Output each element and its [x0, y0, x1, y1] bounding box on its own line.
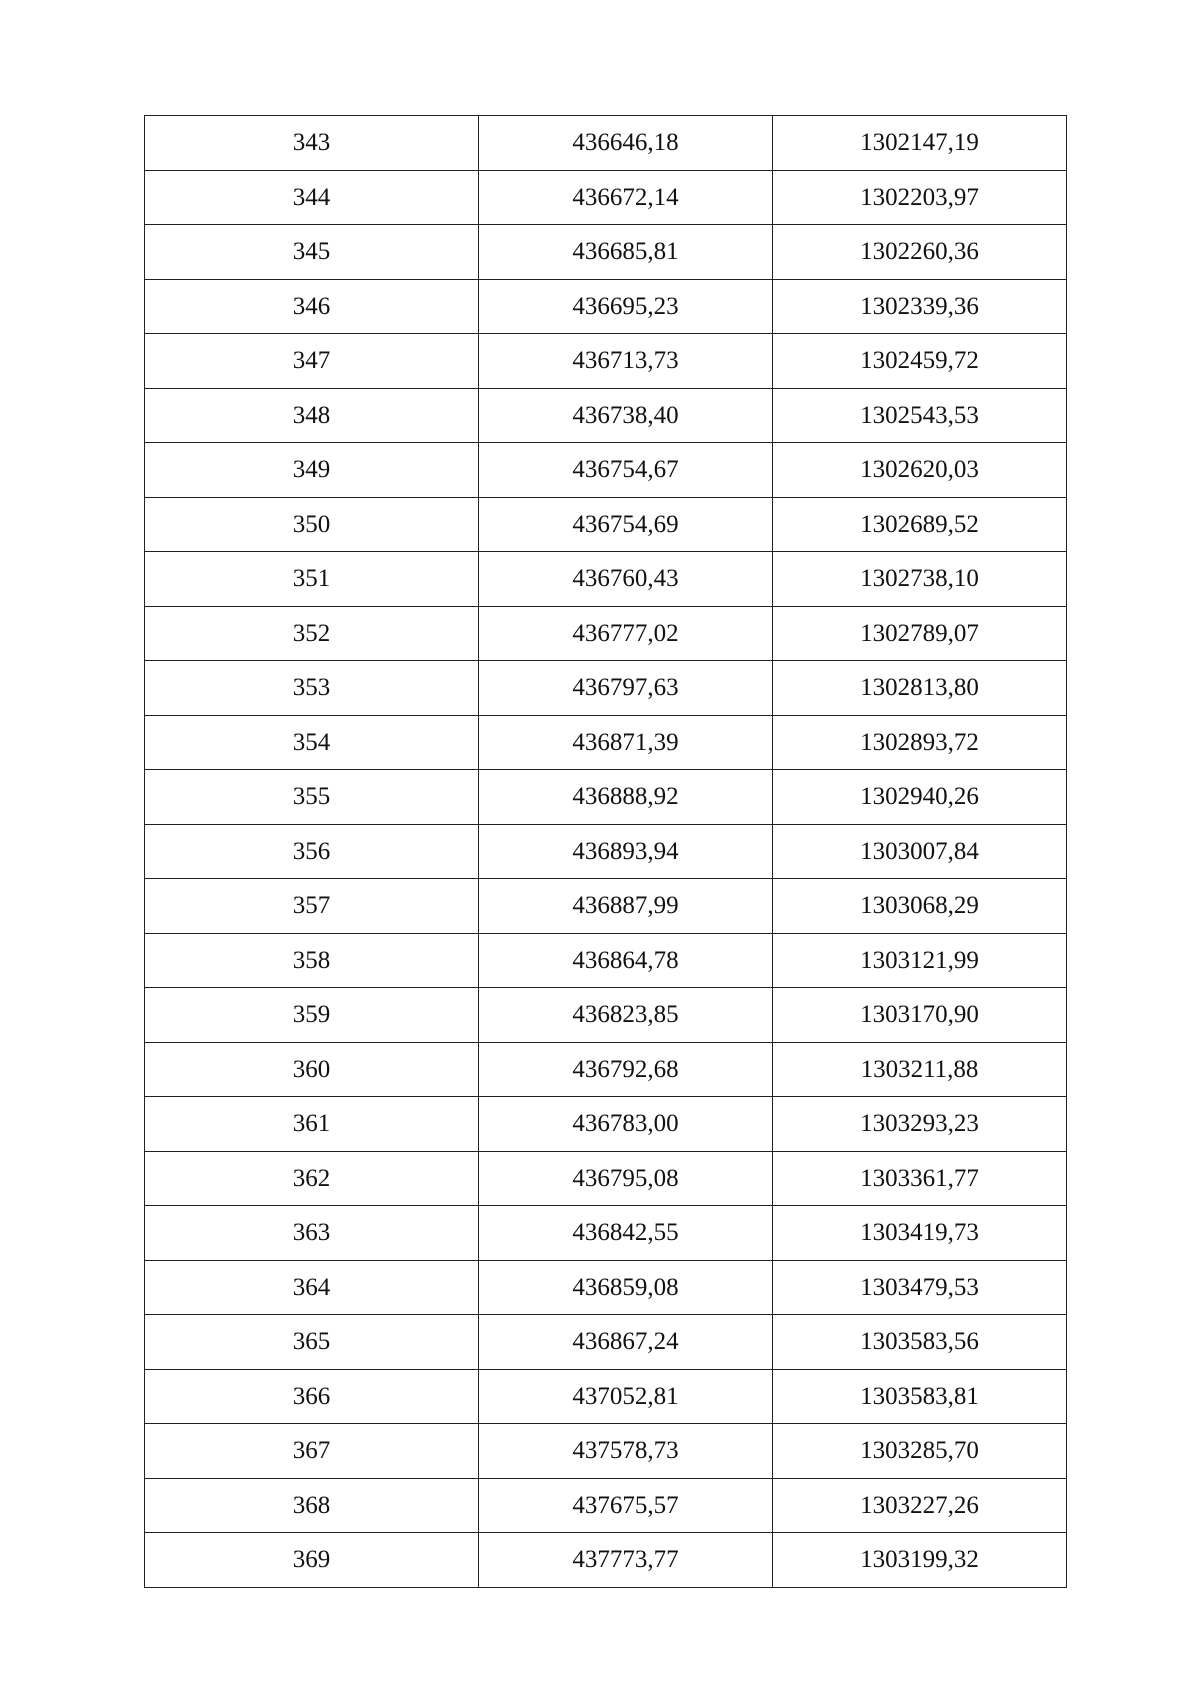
x-coordinate-cell: 436783,00	[479, 1097, 773, 1152]
table-row	[145, 933, 1067, 988]
table-row	[145, 388, 1067, 443]
point-number-cell: 369	[145, 1533, 479, 1588]
y-coordinate-cell: 1303121,99	[773, 933, 1067, 988]
y-coordinate-cell: 1303293,23	[773, 1097, 1067, 1152]
x-coordinate-cell: 436754,67	[479, 443, 773, 498]
y-coordinate-cell: 1303007,84	[773, 824, 1067, 879]
x-coordinate-cell: 436887,99	[479, 879, 773, 934]
point-number-cell: 360	[145, 1042, 479, 1097]
x-coordinate-cell: 436797,63	[479, 661, 773, 716]
y-coordinate-cell: 1302738,10	[773, 552, 1067, 607]
y-coordinate-cell: 1302689,52	[773, 497, 1067, 552]
point-number-cell: 362	[145, 1151, 479, 1206]
point-number-cell: 352	[145, 606, 479, 661]
y-coordinate-cell: 1303361,77	[773, 1151, 1067, 1206]
table-row	[145, 552, 1067, 607]
table-row	[145, 1315, 1067, 1370]
table-row	[145, 497, 1067, 552]
x-coordinate-cell: 436685,81	[479, 225, 773, 280]
point-number-cell: 356	[145, 824, 479, 879]
x-coordinate-cell: 436646,18	[479, 116, 773, 171]
table-row	[145, 879, 1067, 934]
point-number-cell: 365	[145, 1315, 479, 1370]
y-coordinate-cell: 1303211,88	[773, 1042, 1067, 1097]
x-coordinate-cell: 436760,43	[479, 552, 773, 607]
point-number-cell: 358	[145, 933, 479, 988]
point-number-cell: 368	[145, 1478, 479, 1533]
y-coordinate-cell: 1303479,53	[773, 1260, 1067, 1315]
x-coordinate-cell: 436695,23	[479, 279, 773, 334]
y-coordinate-cell: 1302813,80	[773, 661, 1067, 716]
x-coordinate-cell: 436713,73	[479, 334, 773, 389]
point-number-cell: 344	[145, 170, 479, 225]
x-coordinate-cell: 436738,40	[479, 388, 773, 443]
table-row	[145, 1533, 1067, 1588]
coordinates-table-body	[145, 116, 1067, 1588]
table-row	[145, 443, 1067, 498]
point-number-cell: 359	[145, 988, 479, 1043]
x-coordinate-cell: 436871,39	[479, 715, 773, 770]
table-row	[145, 1206, 1067, 1261]
table-row	[145, 606, 1067, 661]
y-coordinate-cell: 1303285,70	[773, 1424, 1067, 1479]
point-number-cell: 350	[145, 497, 479, 552]
table-row	[145, 1042, 1067, 1097]
point-number-cell: 349	[145, 443, 479, 498]
point-number-cell: 366	[145, 1369, 479, 1424]
table-row	[145, 225, 1067, 280]
x-coordinate-cell: 436842,55	[479, 1206, 773, 1261]
point-number-cell: 363	[145, 1206, 479, 1261]
x-coordinate-cell: 436672,14	[479, 170, 773, 225]
x-coordinate-cell: 437578,73	[479, 1424, 773, 1479]
x-coordinate-cell: 436823,85	[479, 988, 773, 1043]
point-number-cell: 355	[145, 770, 479, 825]
y-coordinate-cell: 1302339,36	[773, 279, 1067, 334]
y-coordinate-cell: 1302940,26	[773, 770, 1067, 825]
table-row	[145, 770, 1067, 825]
table-row	[145, 116, 1067, 171]
table-row	[145, 1151, 1067, 1206]
table-row	[145, 1097, 1067, 1152]
point-number-cell: 345	[145, 225, 479, 280]
point-number-cell: 361	[145, 1097, 479, 1152]
y-coordinate-cell: 1302543,53	[773, 388, 1067, 443]
y-coordinate-cell: 1302147,19	[773, 116, 1067, 171]
table-row	[145, 1424, 1067, 1479]
x-coordinate-cell: 436754,69	[479, 497, 773, 552]
table-row	[145, 824, 1067, 879]
y-coordinate-cell: 1303170,90	[773, 988, 1067, 1043]
y-coordinate-cell: 1302260,36	[773, 225, 1067, 280]
table-row	[145, 988, 1067, 1043]
y-coordinate-cell: 1302620,03	[773, 443, 1067, 498]
table-row	[145, 170, 1067, 225]
y-coordinate-cell: 1302789,07	[773, 606, 1067, 661]
table-row	[145, 334, 1067, 389]
y-coordinate-cell: 1302203,97	[773, 170, 1067, 225]
y-coordinate-cell: 1303068,29	[773, 879, 1067, 934]
point-number-cell: 364	[145, 1260, 479, 1315]
table-row	[145, 1369, 1067, 1424]
point-number-cell: 347	[145, 334, 479, 389]
point-number-cell: 353	[145, 661, 479, 716]
x-coordinate-cell: 436893,94	[479, 824, 773, 879]
point-number-cell: 357	[145, 879, 479, 934]
y-coordinate-cell: 1303199,32	[773, 1533, 1067, 1588]
x-coordinate-cell: 437675,57	[479, 1478, 773, 1533]
table-row	[145, 661, 1067, 716]
y-coordinate-cell: 1302893,72	[773, 715, 1067, 770]
table-row	[145, 715, 1067, 770]
point-number-cell: 348	[145, 388, 479, 443]
point-number-cell: 343	[145, 116, 479, 171]
y-coordinate-cell: 1303227,26	[773, 1478, 1067, 1533]
x-coordinate-cell: 436792,68	[479, 1042, 773, 1097]
table-row	[145, 1260, 1067, 1315]
point-number-cell: 351	[145, 552, 479, 607]
point-number-cell: 354	[145, 715, 479, 770]
y-coordinate-cell: 1302459,72	[773, 334, 1067, 389]
x-coordinate-cell: 436795,08	[479, 1151, 773, 1206]
x-coordinate-cell: 437773,77	[479, 1533, 773, 1588]
coordinates-table	[144, 115, 1067, 1588]
x-coordinate-cell: 437052,81	[479, 1369, 773, 1424]
point-number-cell: 346	[145, 279, 479, 334]
x-coordinate-cell: 436777,02	[479, 606, 773, 661]
x-coordinate-cell: 436888,92	[479, 770, 773, 825]
y-coordinate-cell: 1303583,56	[773, 1315, 1067, 1370]
y-coordinate-cell: 1303419,73	[773, 1206, 1067, 1261]
point-number-cell: 367	[145, 1424, 479, 1479]
y-coordinate-cell: 1303583,81	[773, 1369, 1067, 1424]
x-coordinate-cell: 436864,78	[479, 933, 773, 988]
table-row	[145, 1478, 1067, 1533]
x-coordinate-cell: 436867,24	[479, 1315, 773, 1370]
table-row	[145, 279, 1067, 334]
x-coordinate-cell: 436859,08	[479, 1260, 773, 1315]
